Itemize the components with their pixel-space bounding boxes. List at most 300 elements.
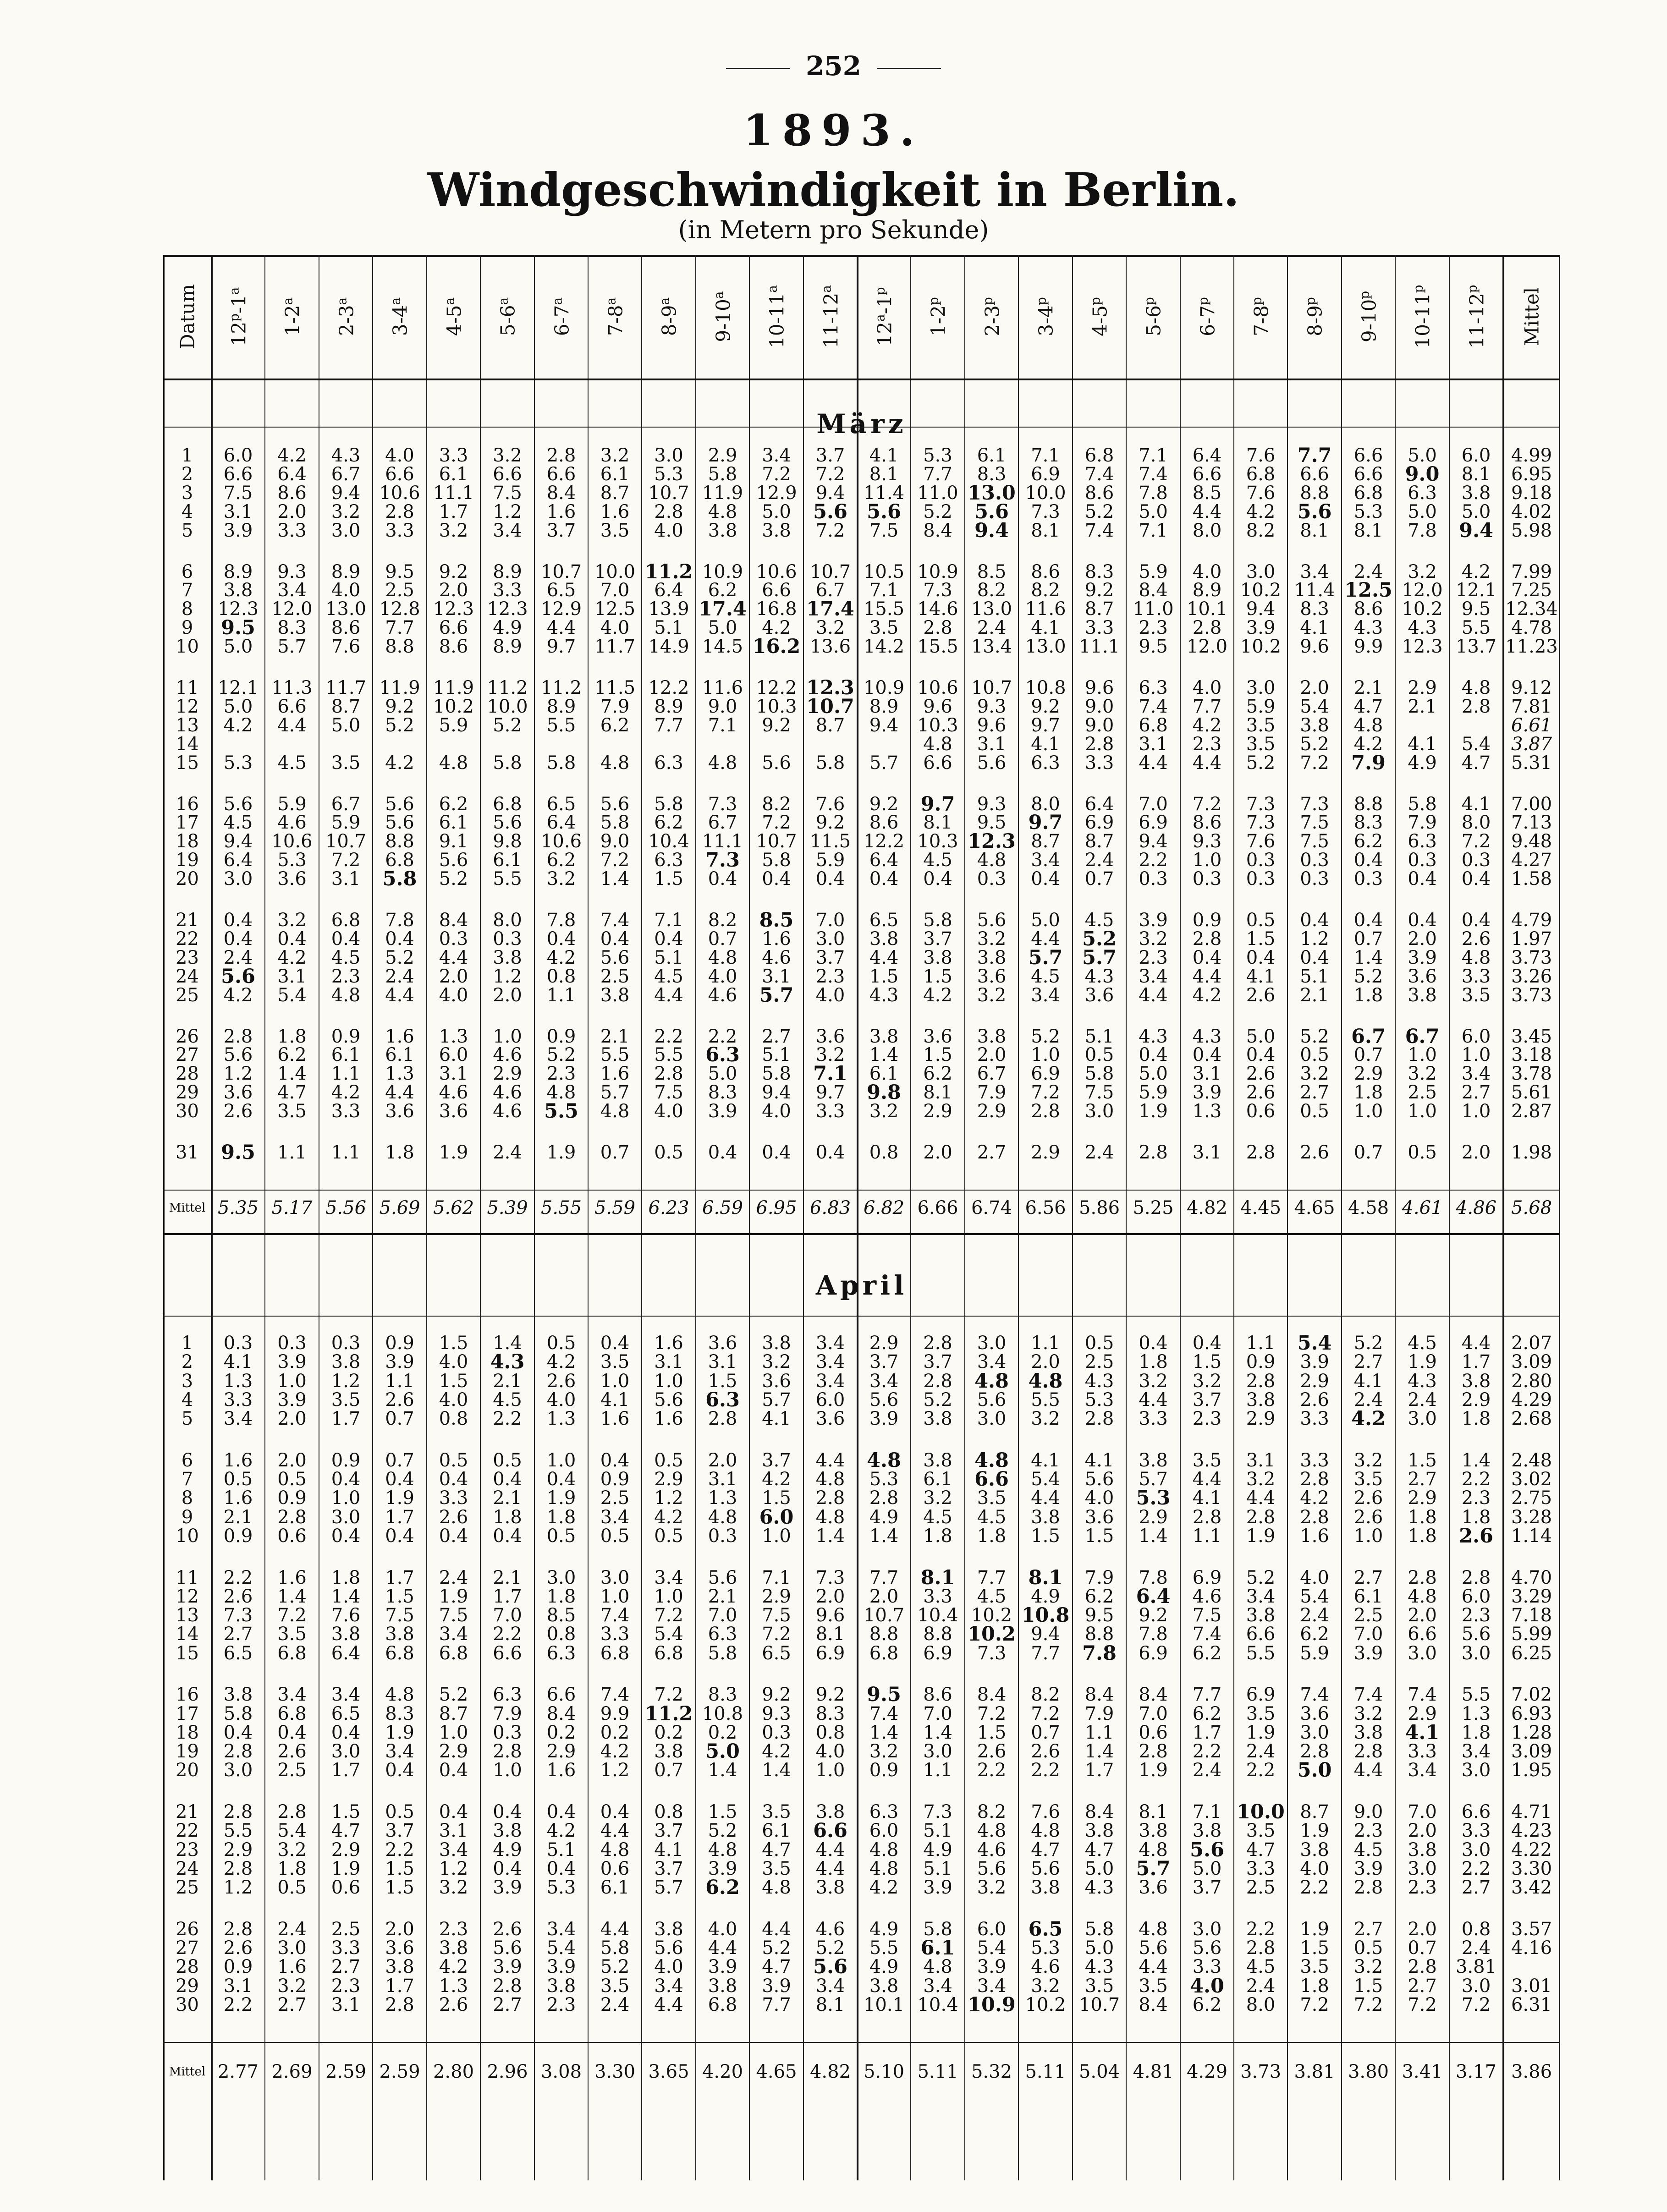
hourly-value-cell: 4.1: [600, 1389, 630, 1411]
hourly-value-cell: 14.2: [863, 636, 905, 658]
hourly-value-cell: 6.2: [705, 1876, 740, 1899]
hourly-value-cell: 3.6: [1300, 1703, 1329, 1724]
hourly-value-cell: 7.8: [1408, 520, 1437, 541]
hourly-value-cell: 0.9: [600, 1469, 630, 1490]
hourly-value-cell: 3.5: [977, 1487, 1007, 1509]
hourly-value-cell: 2.8: [546, 445, 576, 466]
hourly-value-cell: 5.6: [1139, 1938, 1168, 1959]
hourly-value-cell: 6.4: [546, 812, 576, 834]
hourly-value-cell: 14.9: [648, 636, 689, 658]
hourly-value-cell: 6.9: [1139, 812, 1168, 834]
hourly-value-cell: 9.0: [1084, 714, 1114, 736]
hourly-value-cell: 6.2: [1192, 1642, 1222, 1664]
hourly-value-cell: 0.5: [546, 1333, 576, 1354]
hourly-value-cell: 5.2: [1353, 966, 1383, 987]
hourly-value-cell: 3.7: [869, 1351, 899, 1373]
hourly-value-cell: 7.7: [977, 1567, 1007, 1588]
hourly-value-cell: 2.6: [1461, 928, 1491, 950]
hourly-value-cell: 9.4: [762, 1082, 791, 1103]
monthly-mean-cell: 4.82: [1186, 1197, 1228, 1219]
hourly-value-cell: 3.3: [1084, 752, 1114, 774]
hourly-value-cell: 9.5: [867, 1683, 901, 1707]
hourly-value-cell: 10.9: [863, 677, 905, 699]
hourly-value-cell: 10.6: [379, 482, 420, 504]
hourly-value-cell: 4.0: [708, 1918, 737, 1940]
daily-mean-cell: 7.00: [1511, 793, 1552, 815]
hourly-value-cell: 0.4: [1031, 868, 1060, 890]
hourly-value-cell: 6.9: [1192, 1567, 1222, 1588]
hourly-value-cell: 3.9: [277, 1389, 307, 1411]
hourly-value-cell: 1.5: [439, 1370, 468, 1392]
date-label: 13: [176, 1605, 199, 1626]
hourly-value-cell: 10.2: [433, 696, 474, 717]
column-header-hour-label: 12$^p$-1$^a$: [226, 287, 250, 346]
date-label: 3: [181, 482, 193, 504]
hourly-value-cell: 2.6: [1300, 1389, 1329, 1411]
daily-mean-cell: 2.48: [1511, 1449, 1552, 1471]
hourly-value-cell: 9.0: [600, 831, 630, 852]
hourly-value-cell: 5.6: [1084, 1469, 1114, 1490]
hourly-value-cell: 3.0: [1408, 1858, 1437, 1879]
column-header-hour-label: 7-8$^p$: [1249, 297, 1272, 336]
hourly-value-cell: 3.9: [708, 1956, 737, 1978]
hourly-value-cell: 1.6: [277, 1567, 307, 1588]
hourly-value-cell: 5.3: [1353, 501, 1383, 522]
date-label: 28: [176, 1063, 199, 1085]
hourly-value-cell: 2.8: [277, 1506, 307, 1528]
hourly-value-cell: 10.8: [1021, 1604, 1070, 1627]
hourly-value-cell: 11.9: [702, 482, 743, 504]
hourly-value-cell: 6.0: [1461, 445, 1491, 466]
hourly-value-cell: 9.6: [923, 696, 952, 717]
hourly-value-cell: 1.6: [546, 1760, 576, 1781]
hourly-value-cell: 0.9: [277, 1487, 307, 1509]
hourly-value-cell: [1395, 716, 1449, 735]
hourly-value-cell: 2.8: [1084, 733, 1114, 755]
hourly-value-cell: 4.2: [654, 1506, 683, 1528]
hourly-value-cell: 6.0: [815, 1389, 845, 1411]
hourly-value-cell: 7.2: [1031, 1703, 1060, 1724]
hourly-value-cell: 0.7: [1353, 1142, 1383, 1164]
hourly-value-cell: 0.3: [1461, 850, 1491, 871]
hourly-value-cell: 5.6: [813, 1955, 847, 1979]
daily-mean-cell: 6.31: [1511, 1994, 1552, 2015]
daily-mean-cell: 3.73: [1511, 947, 1552, 968]
hourly-value-cell: 2.7: [331, 1956, 361, 1978]
daily-mean-cell: 2.87: [1511, 1101, 1552, 1122]
hourly-value-cell: 3.9: [546, 1956, 576, 1978]
date-label: 22: [176, 928, 199, 950]
hourly-value-cell: 4.8: [331, 984, 361, 1006]
hourly-value-cell: 4.3: [869, 984, 899, 1006]
hourly-value-cell: 2.8: [1353, 1877, 1383, 1898]
date-label: 7: [181, 580, 193, 601]
date-label: 9: [181, 1506, 193, 1528]
hourly-value-cell: 1.7: [1084, 1760, 1114, 1781]
hourly-value-cell: 4.7: [1084, 1839, 1114, 1861]
hourly-value-cell: 8.1: [1353, 520, 1383, 541]
hourly-value-cell: 0.9: [331, 1026, 361, 1047]
hourly-value-cell: 4.3: [1408, 617, 1437, 639]
hourly-value-cell: 12.1: [1455, 580, 1497, 601]
hourly-value-cell: 4.8: [923, 1956, 952, 1978]
hourly-value-cell: 2.2: [1192, 1741, 1222, 1762]
hourly-value-cell: 2.0: [277, 1408, 307, 1429]
hourly-value-cell: 1.5: [869, 966, 899, 987]
hourly-value-cell: 9.5: [1461, 598, 1491, 620]
hourly-value-cell: 3.8: [223, 1684, 253, 1706]
hourly-value-cell: 7.5: [654, 1082, 683, 1103]
hourly-value-cell: 5.8: [923, 1918, 952, 1940]
hourly-value-cell: 2.9: [708, 445, 737, 466]
hourly-value-cell: 2.8: [1408, 1956, 1437, 1978]
hourly-value-cell: 2.4: [1461, 1938, 1491, 1959]
hourly-value-cell: 4.4: [1192, 752, 1222, 774]
hourly-value-cell: 2.3: [1192, 1408, 1222, 1429]
hourly-value-cell: 15.5: [917, 636, 958, 658]
hourly-value-cell: 1.3: [223, 1370, 253, 1392]
hourly-value-cell: 7.6: [1031, 1801, 1060, 1822]
hourly-value-cell: 10.3: [756, 696, 797, 717]
hourly-value-cell: 5.9: [1139, 1082, 1168, 1103]
hourly-value-cell: 4.6: [493, 1044, 522, 1066]
daily-mean-cell: 11.23: [1505, 636, 1558, 658]
hourly-value-cell: 0.3: [277, 1333, 307, 1354]
hourly-value-cell: 2.5: [600, 966, 630, 987]
hourly-value-cell: 3.3: [1300, 1449, 1329, 1471]
hourly-value-cell: 0.8: [546, 966, 576, 987]
hourly-value-cell: 6.8: [493, 793, 522, 815]
hourly-value-cell: 3.8: [869, 1026, 899, 1047]
hourly-value-cell: 1.5: [654, 868, 683, 890]
hourly-value-cell: 7.7: [1031, 1642, 1060, 1664]
hourly-value-cell: 3.7: [762, 1449, 791, 1471]
hourly-value-cell: 0.4: [1408, 868, 1437, 890]
hourly-value-cell: 5.6: [867, 500, 901, 523]
hourly-value-cell: 9.2: [1031, 696, 1060, 717]
hourly-value-cell: 4.2: [546, 947, 576, 968]
hourly-value-cell: 3.4: [923, 1975, 952, 1997]
hourly-value-cell: 5.0: [223, 636, 253, 658]
monthly-mean-cell: 2.59: [325, 2061, 367, 2082]
hourly-value-cell: 5.0: [1192, 1858, 1222, 1879]
date-label: 6: [181, 1449, 193, 1471]
hourly-value-cell: 1.2: [654, 1487, 683, 1509]
hourly-value-cell: 2.8: [1300, 1741, 1329, 1762]
hourly-value-cell: 1.8: [331, 1567, 361, 1588]
daily-mean-cell: 3.01: [1511, 1975, 1552, 1997]
hourly-value-cell: 10.4: [917, 1605, 958, 1626]
hourly-value-cell: 2.6: [1459, 1524, 1493, 1548]
hourly-value-cell: 11.6: [1025, 598, 1066, 620]
hourly-value-cell: 8.0: [1246, 1994, 1276, 2015]
daily-mean-cell: 4.70: [1511, 1567, 1552, 1588]
date-label: 14: [176, 1624, 199, 1645]
hourly-value-cell: 2.3: [1461, 1605, 1491, 1626]
hourly-value-cell: 3.4: [439, 1624, 468, 1645]
hourly-value-cell: 3.8: [385, 1956, 414, 1978]
hourly-value-cell: 3.2: [546, 868, 576, 890]
hourly-value-cell: 1.4: [1084, 1741, 1114, 1762]
hourly-value-cell: 6.9: [1246, 1684, 1276, 1706]
hourly-value-cell: 10.3: [917, 714, 958, 736]
hourly-value-cell: 3.3: [439, 445, 468, 466]
hourly-value-cell: 4.4: [1192, 1469, 1222, 1490]
hourly-value-cell: 4.5: [977, 1586, 1007, 1607]
hourly-value-cell: 2.8: [1300, 1469, 1329, 1490]
hourly-value-cell: 2.9: [439, 1741, 468, 1762]
hourly-value-cell: 3.8: [1246, 1605, 1276, 1626]
hourly-value-cell: 5.6: [223, 1044, 253, 1066]
hourly-value-cell: 2.1: [223, 1506, 253, 1528]
hourly-value-cell: 6.2: [923, 1063, 952, 1085]
hourly-value-cell: 4.2: [1351, 1407, 1386, 1430]
hourly-value-cell: 5.7: [762, 1389, 791, 1411]
hourly-value-cell: 7.0: [923, 1703, 952, 1724]
hourly-value-cell: 5.6: [385, 793, 414, 815]
date-label: 5: [181, 1408, 193, 1429]
hourly-value-cell: 6.8: [385, 850, 414, 871]
hourly-value-cell: 7.3: [708, 793, 737, 815]
hourly-value-cell: 1.1: [385, 1370, 414, 1392]
hourly-value-cell: 3.2: [277, 910, 307, 931]
hourly-value-cell: 3.2: [869, 1101, 899, 1122]
hourly-value-cell: 3.0: [546, 1567, 576, 1588]
hourly-value-cell: 8.4: [1139, 1684, 1168, 1706]
hourly-value-cell: 4.6: [493, 1082, 522, 1103]
hourly-value-cell: 3.9: [493, 1956, 522, 1978]
hourly-value-cell: 5.5: [546, 714, 576, 736]
hourly-value-cell: 7.8: [1139, 1567, 1168, 1588]
hourly-value-cell: 7.5: [439, 1605, 468, 1626]
monthly-mean-cell: 3.41: [1402, 2061, 1443, 2082]
hourly-value-cell: 4.0: [762, 1101, 791, 1122]
hourly-value-cell: 5.0: [1246, 1026, 1276, 1047]
hourly-value-cell: 1.9: [546, 1487, 576, 1509]
hourly-value-cell: 1.0: [1192, 850, 1222, 871]
monthly-mean-cell: 4.65: [1294, 1197, 1335, 1219]
date-label: 29: [176, 1082, 199, 1103]
hourly-value-cell: 5.6: [974, 500, 1009, 523]
hourly-value-cell: 3.0: [1461, 1642, 1491, 1664]
hourly-value-cell: 7.8: [1139, 1624, 1168, 1645]
mean-rule: [163, 2042, 1560, 2043]
hourly-value-cell: 7.1: [1139, 520, 1168, 541]
hourly-value-cell: 1.5: [1246, 928, 1276, 950]
hourly-value-cell: 13.9: [648, 598, 689, 620]
hourly-value-cell: 6.3: [869, 1801, 899, 1822]
hourly-value-cell: 2.1: [493, 1567, 522, 1588]
hourly-value-cell: 7.4: [869, 1703, 899, 1724]
hourly-value-cell: 4.4: [815, 1839, 845, 1861]
hourly-value-cell: 14.6: [917, 598, 958, 620]
hourly-value-cell: 2.9: [223, 1839, 253, 1861]
hourly-value-cell: 3.6: [815, 1408, 845, 1429]
hourly-value-cell: 0.6: [1139, 1722, 1168, 1743]
hourly-value-cell: 3.5: [1246, 1703, 1276, 1724]
hourly-value-cell: 5.5: [869, 1938, 899, 1959]
hourly-value-cell: 7.7: [762, 1994, 791, 2015]
hourly-value-cell: 4.8: [1408, 1586, 1437, 1607]
hourly-value-cell: [319, 735, 373, 753]
hourly-value-cell: 2.2: [1461, 1469, 1491, 1490]
hourly-value-cell: 2.8: [1353, 1741, 1383, 1762]
hourly-value-cell: 2.9: [1300, 1370, 1329, 1392]
hourly-value-cell: 3.8: [1031, 1877, 1060, 1898]
hourly-value-cell: 3.4: [654, 1567, 683, 1588]
hourly-value-cell: 6.6: [439, 617, 468, 639]
hourly-value-cell: 7.0: [708, 1605, 737, 1626]
hourly-value-cell: 1.0: [1461, 1044, 1491, 1066]
hourly-value-cell: 2.8: [1192, 617, 1222, 639]
hourly-value-cell: 3.9: [1192, 1082, 1222, 1103]
hourly-value-cell: 7.3: [923, 580, 952, 601]
hourly-value-cell: 11.4: [1294, 580, 1335, 601]
hourly-value-cell: 3.9: [385, 1351, 414, 1373]
hourly-value-cell: 7.5: [762, 1605, 791, 1626]
hourly-value-cell: 12.3: [806, 676, 854, 700]
hourly-value-cell: 13.4: [971, 636, 1012, 658]
hourly-value-cell: 4.3: [1139, 1026, 1168, 1047]
hourly-value-cell: 0.8: [654, 1801, 683, 1822]
hourly-value-cell: 3.3: [1300, 1408, 1329, 1429]
hourly-value-cell: 7.2: [1192, 793, 1222, 815]
hourly-value-cell: 8.8: [869, 1624, 899, 1645]
hourly-value-cell: 4.5: [1084, 910, 1114, 931]
date-label: 4: [181, 501, 193, 522]
monthly-mean-cell: 4.45: [1240, 1197, 1282, 1219]
hourly-value-cell: 1.1: [331, 1063, 361, 1085]
date-label: 18: [176, 1722, 199, 1743]
hourly-value-cell: 5.2: [385, 947, 414, 968]
hourly-value-cell: 2.8: [1461, 696, 1491, 717]
hourly-value-cell: 3.4: [223, 1408, 253, 1429]
hourly-value-cell: 6.2: [1300, 1624, 1329, 1645]
hourly-value-cell: 4.2: [762, 617, 791, 639]
monthly-mean-cell: 5.35: [217, 1197, 259, 1219]
hourly-value-cell: 5.4: [1300, 1586, 1329, 1607]
hourly-value-cell: 6.2: [277, 1044, 307, 1066]
hourly-value-cell: 4.4: [1139, 1956, 1168, 1978]
hourly-value-cell: 5.2: [923, 1389, 952, 1411]
hourly-value-cell: 12.0: [271, 598, 313, 620]
hourly-value-cell: 7.4: [1084, 520, 1114, 541]
daily-mean-cell: 5.61: [1511, 1082, 1552, 1103]
hourly-value-cell: 7.5: [1192, 1605, 1222, 1626]
hourly-value-cell: 0.2: [654, 1722, 683, 1743]
hourly-value-cell: 0.3: [493, 928, 522, 950]
hourly-value-cell: 0.4: [1300, 947, 1329, 968]
hourly-value-cell: 0.5: [600, 1525, 630, 1547]
hourly-value-cell: 0.4: [1139, 1044, 1168, 1066]
wind-speed-table: [163, 255, 1560, 2180]
hourly-value-cell: 2.7: [762, 1026, 791, 1047]
hourly-value-cell: 4.0: [1300, 1858, 1329, 1879]
hourly-value-cell: 5.4: [1297, 1332, 1332, 1355]
hourly-value-cell: 8.6: [1192, 812, 1222, 834]
hourly-value-cell: 6.3: [546, 1642, 576, 1664]
hourly-value-cell: 3.0: [277, 1938, 307, 1959]
hourly-value-cell: 7.6: [815, 793, 845, 815]
hourly-value-cell: 4.1: [1353, 1370, 1383, 1392]
hourly-value-cell: 3.1: [654, 1351, 683, 1373]
hourly-value-cell: 10.7: [971, 677, 1012, 699]
hourly-value-cell: 1.5: [1084, 1525, 1114, 1547]
hourly-value-cell: 10.2: [968, 1623, 1016, 1646]
hourly-value-cell: 11.1: [702, 831, 743, 852]
hourly-value-cell: 0.9: [223, 1525, 253, 1547]
hourly-value-cell: 5.5: [544, 1100, 578, 1123]
hourly-value-cell: 12.1: [217, 677, 259, 699]
column-header-hour: [803, 259, 857, 374]
hourly-value-cell: 6.1: [385, 1044, 414, 1066]
hourly-value-cell: 1.7: [439, 501, 468, 522]
hourly-value-cell: 0.7: [385, 1449, 414, 1471]
hourly-value-cell: 0.5: [223, 1469, 253, 1490]
hourly-value-cell: 4.0: [708, 966, 737, 987]
hourly-value-cell: 7.2: [762, 1624, 791, 1645]
hourly-value-cell: 4.4: [815, 1449, 845, 1471]
hourly-value-cell: 6.5: [762, 1642, 791, 1664]
hourly-value-cell: 3.0: [977, 1333, 1007, 1354]
hourly-value-cell: 2.8: [385, 1994, 414, 2015]
hourly-value-cell: 11.9: [433, 677, 474, 699]
hourly-value-cell: 4.1: [1405, 1721, 1440, 1744]
hourly-value-cell: 0.3: [1408, 850, 1437, 871]
hourly-value-cell: 2.9: [1139, 1506, 1168, 1528]
hourly-value-cell: 5.0: [1084, 1858, 1114, 1879]
hourly-value-cell: 8.7: [1031, 831, 1060, 852]
hourly-value-cell: 4.1: [762, 1408, 791, 1429]
mean-row-label: Mittel: [169, 1201, 206, 1215]
hourly-value-cell: 6.2: [1192, 1994, 1222, 2015]
hourly-value-cell: 5.4: [1031, 1469, 1060, 1490]
hourly-value-cell: 7.3: [1300, 793, 1329, 815]
hourly-value-cell: 4.4: [815, 1858, 845, 1879]
hourly-value-cell: 6.0: [223, 445, 253, 466]
hourly-value-cell: 5.3: [654, 463, 683, 485]
hourly-value-cell: 8.5: [977, 561, 1007, 582]
daily-mean-cell: 3.78: [1511, 1063, 1552, 1085]
month-heading: April: [815, 1270, 908, 1301]
hourly-value-cell: 0.4: [600, 928, 630, 950]
column-header-hour-label: 4-5$^p$: [1088, 297, 1111, 336]
date-label: 21: [176, 1801, 199, 1822]
hourly-value-cell: 3.4: [815, 1370, 845, 1392]
hourly-value-cell: 3.8: [331, 1624, 361, 1645]
hourly-value-cell: 13.0: [325, 598, 367, 620]
hourly-value-cell: 3.8: [762, 1333, 791, 1354]
hourly-value-cell: 3.5: [1246, 733, 1276, 755]
hourly-value-cell: 8.4: [1139, 1994, 1168, 2015]
hourly-value-cell: 2.2: [1031, 1760, 1060, 1781]
hourly-value-cell: 2.5: [1408, 1082, 1437, 1103]
column-header-hour: [1126, 259, 1180, 374]
hourly-value-cell: 3.1: [439, 1820, 468, 1842]
date-label: 10: [176, 1525, 199, 1547]
hourly-value-cell: 2.9: [762, 1586, 791, 1607]
hourly-value-cell: 6.5: [331, 1703, 361, 1724]
hourly-value-cell: 1.7: [385, 1975, 414, 1997]
date-label: 12: [176, 696, 199, 717]
hourly-value-cell: 2.8: [1461, 1567, 1491, 1588]
hourly-value-cell: 3.5: [1084, 1975, 1114, 1997]
monthly-mean-cell: 5.11: [917, 2061, 958, 2082]
hourly-value-cell: 3.2: [331, 501, 361, 522]
hourly-value-cell: 4.6: [977, 1839, 1007, 1861]
hourly-value-cell: 2.6: [977, 1741, 1007, 1762]
hourly-value-cell: 1.6: [762, 928, 791, 950]
